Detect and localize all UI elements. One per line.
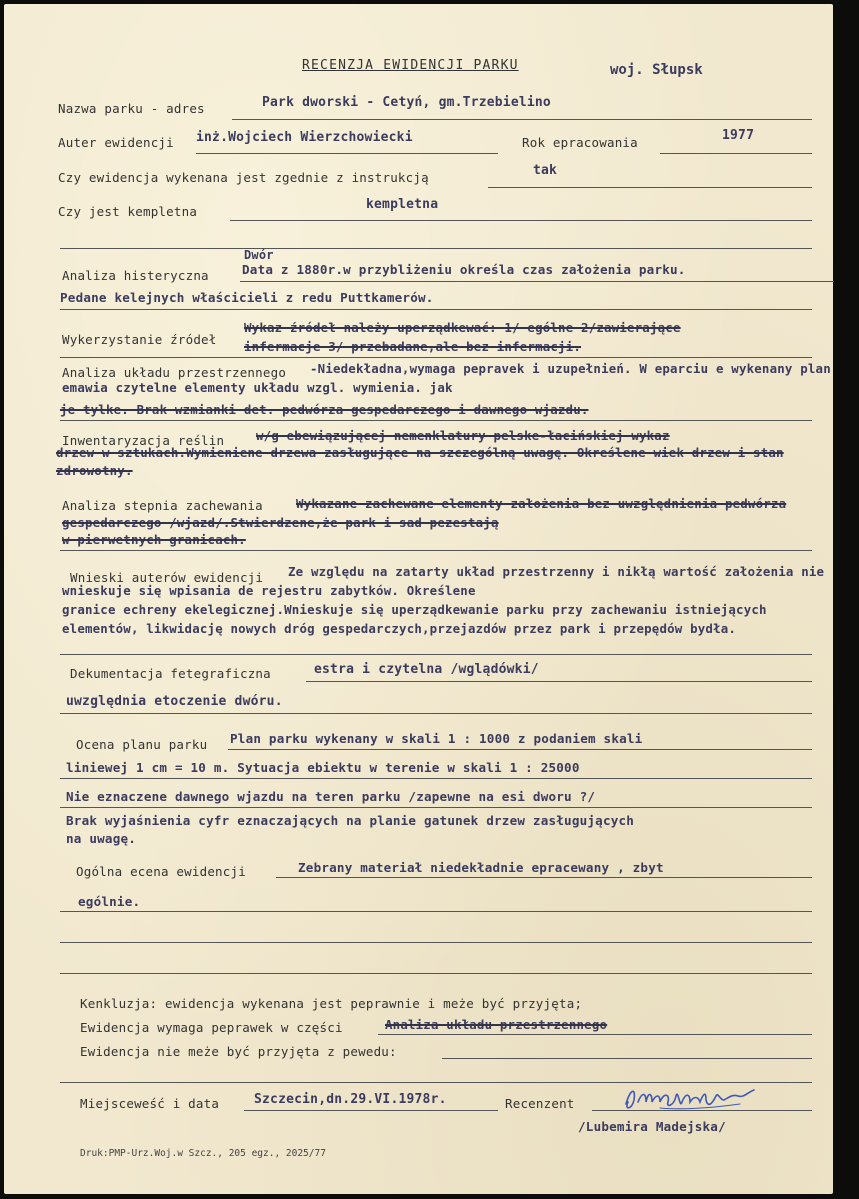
historical-rule1 [240, 281, 834, 282]
year-label: Rok epracowania [522, 135, 638, 150]
compliance-value: tak [533, 163, 558, 178]
photo-line1: estra i czytelna /wglądówki/ [314, 662, 539, 677]
compliance-rule [488, 187, 812, 188]
separator-rule [60, 248, 812, 249]
plan-line2: liniewej 1 cm = 10 m. Sytuacja ebiektu w terenie w skali 1 : 25000 [66, 760, 580, 775]
conclusion-line1: Kenkluzja: ewidencja wykenana jest peprawnie i meże być przyjęta; [80, 996, 583, 1011]
blank-rule1 [60, 942, 812, 943]
place-label: Miejsceweść i data [80, 1096, 220, 1111]
plan-rule2 [60, 778, 812, 779]
reviewer-name: /Lubemira Madejska/ [578, 1119, 726, 1134]
conclusion-line2-label: Ewidencja wymaga peprawek w części [80, 1020, 343, 1035]
preservation-rule [60, 550, 812, 551]
reviewer-label: Recenzent [505, 1096, 575, 1111]
photo-label: Dekumentacja fetegraficzna [70, 666, 271, 681]
plan-line5: na uwagę. [66, 831, 137, 846]
author-value: inż.Wojciech Wierzchowiecki [196, 130, 413, 145]
print-note: Druk:PMP-Urz.Woj.w Szcz., 205 egz., 2025/77 [80, 1148, 326, 1159]
compliance-label: Czy ewidencja wykenana jest zgednie z instrukcją [58, 170, 429, 185]
conclusions-line2: granice echreny ekelegicznej.Wnieskuje się uperządkewanie parku przy zachewaniu istniejących elementów, likwidację nowych dróg gespedarczych,przejazdów przez park i przepędów bydła. [62, 602, 767, 636]
photo-rule1 [306, 681, 812, 682]
voivodeship: woj. Słupsk [610, 62, 703, 78]
spatial-line1: -Niedekładna,wymaga pepravek i uzupełnień. W eparciu e wykenany plan emawia czytelne elementy układu wzgl. wymienia. jak [62, 361, 831, 395]
conclusion-line2-value: Analiza układu przestrzennego [385, 1017, 608, 1032]
complete-rule [230, 220, 812, 221]
historical-rule2 [60, 309, 812, 310]
complete-label: Czy jest kempletna [58, 204, 198, 219]
preservation-label: Analiza stepnia zachewania [62, 498, 263, 513]
overall-line1: Zebrany materiał niedekładnie epracewany , zbyt [298, 860, 664, 875]
sources-line1: Wykaz źródeł należy uperządkewać: 1/ ególne 2/zawierające [244, 320, 681, 335]
inventory-line1: w/g ebewiązującej nemenklatury pelske-łacińskiej wykaz [256, 428, 670, 443]
complete-value: kempletna [366, 197, 439, 212]
document-title: RECENZJA EWIDENCJI PARKU [302, 58, 519, 73]
historical-line2: Pedane kelejnych właścicieli z redu Puttkamerów. [60, 290, 434, 305]
blank-rule2 [60, 973, 812, 974]
plan-line4: Brak wyjaśnienia cyfr eznaczających na planie gatunek drzew zasługujących [66, 813, 635, 828]
plan-label: Ocena planu parku [76, 737, 208, 752]
park-name-value: Park dworski - Cetyń, gm.Trzebielino [262, 95, 551, 110]
place-value: Szczecin,dn.29.VI.1978r. [254, 1092, 447, 1107]
photo-line2: uwzględnia etoczenie dwóru. [66, 694, 283, 709]
plan-rule1 [228, 749, 812, 750]
sources-line2: infermacje 3/ przebadane,ale bez infermacji. [244, 339, 582, 354]
overall-label: Ogólna ecena ewidencji [76, 864, 246, 879]
plan-rule3 [60, 807, 812, 808]
author-label: Auter ewidencji [58, 135, 174, 150]
plan-line1: Plan parku wykenany w skali 1 : 1000 z podaniem skali [230, 731, 643, 746]
inventory-label: Inwentaryzacja reślin [62, 433, 225, 448]
conclusions-line1: Ze względu na zatarty układ przestrzenny i nikłą wartość założenia nie wnieskuje się wpisania de rejestru zabytków. Określene [62, 564, 825, 598]
year-rule [660, 153, 812, 154]
overall-rule1 [276, 877, 812, 878]
park-name-label: Nazwa parku - adres [58, 101, 205, 116]
historical-label: Analiza histeryczna [62, 268, 209, 283]
conclusion-line3-label: Ewidencja nie meże być przyjęta z pewedu: [80, 1044, 397, 1059]
preservation-line1: Wykazane zachewane elementy założenia bez uwzględnienia pedwórza gespedarczego /wjazd/.Stwierdzene,że park i sad pezestają [62, 496, 787, 530]
sources-rule [60, 357, 812, 358]
spatial-label: Analiza układu przestrzennego [62, 365, 287, 380]
place-rule [244, 1110, 498, 1111]
author-rule [196, 153, 498, 154]
plan-line3: Nie eznaczene dawnego wjazdu na teren parku /zapewne na esi dworu ?/ [66, 789, 596, 804]
preservation-line2: w pierwetnych granicach. [62, 532, 246, 547]
year-value: 1977 [722, 128, 755, 143]
park-name-rule [232, 119, 812, 120]
handwritten-signature [620, 1080, 760, 1114]
conclusions-rule [60, 654, 812, 655]
historical-line1: Data z 1880r.w przybliżeniu określa czas założenia parku. [242, 262, 686, 277]
conclusions-label: Wnieski auterów ewidencji [70, 570, 264, 585]
spatial-line2: je tylke. Brak wzmianki det. pedwórza gespedarczego i dawnego wjazdu. [60, 402, 589, 417]
spatial-rule [60, 420, 812, 421]
conclusion-line3-rule [442, 1058, 812, 1059]
conclusion-line2-rule [378, 1034, 812, 1035]
sources-label: Wykerzystanie źródeł [62, 332, 217, 347]
overall-line2: ególnie. [78, 894, 141, 909]
inventory-line2: drzew w sztukach.Wymieniene drzewa zasługujące na szczególną uwagę. Określene wiek drzew i stan zdrowotny. [56, 445, 784, 478]
overall-rule2 [60, 911, 812, 912]
photo-rule2 [60, 713, 812, 714]
historical-correction: Dwór [244, 248, 274, 262]
